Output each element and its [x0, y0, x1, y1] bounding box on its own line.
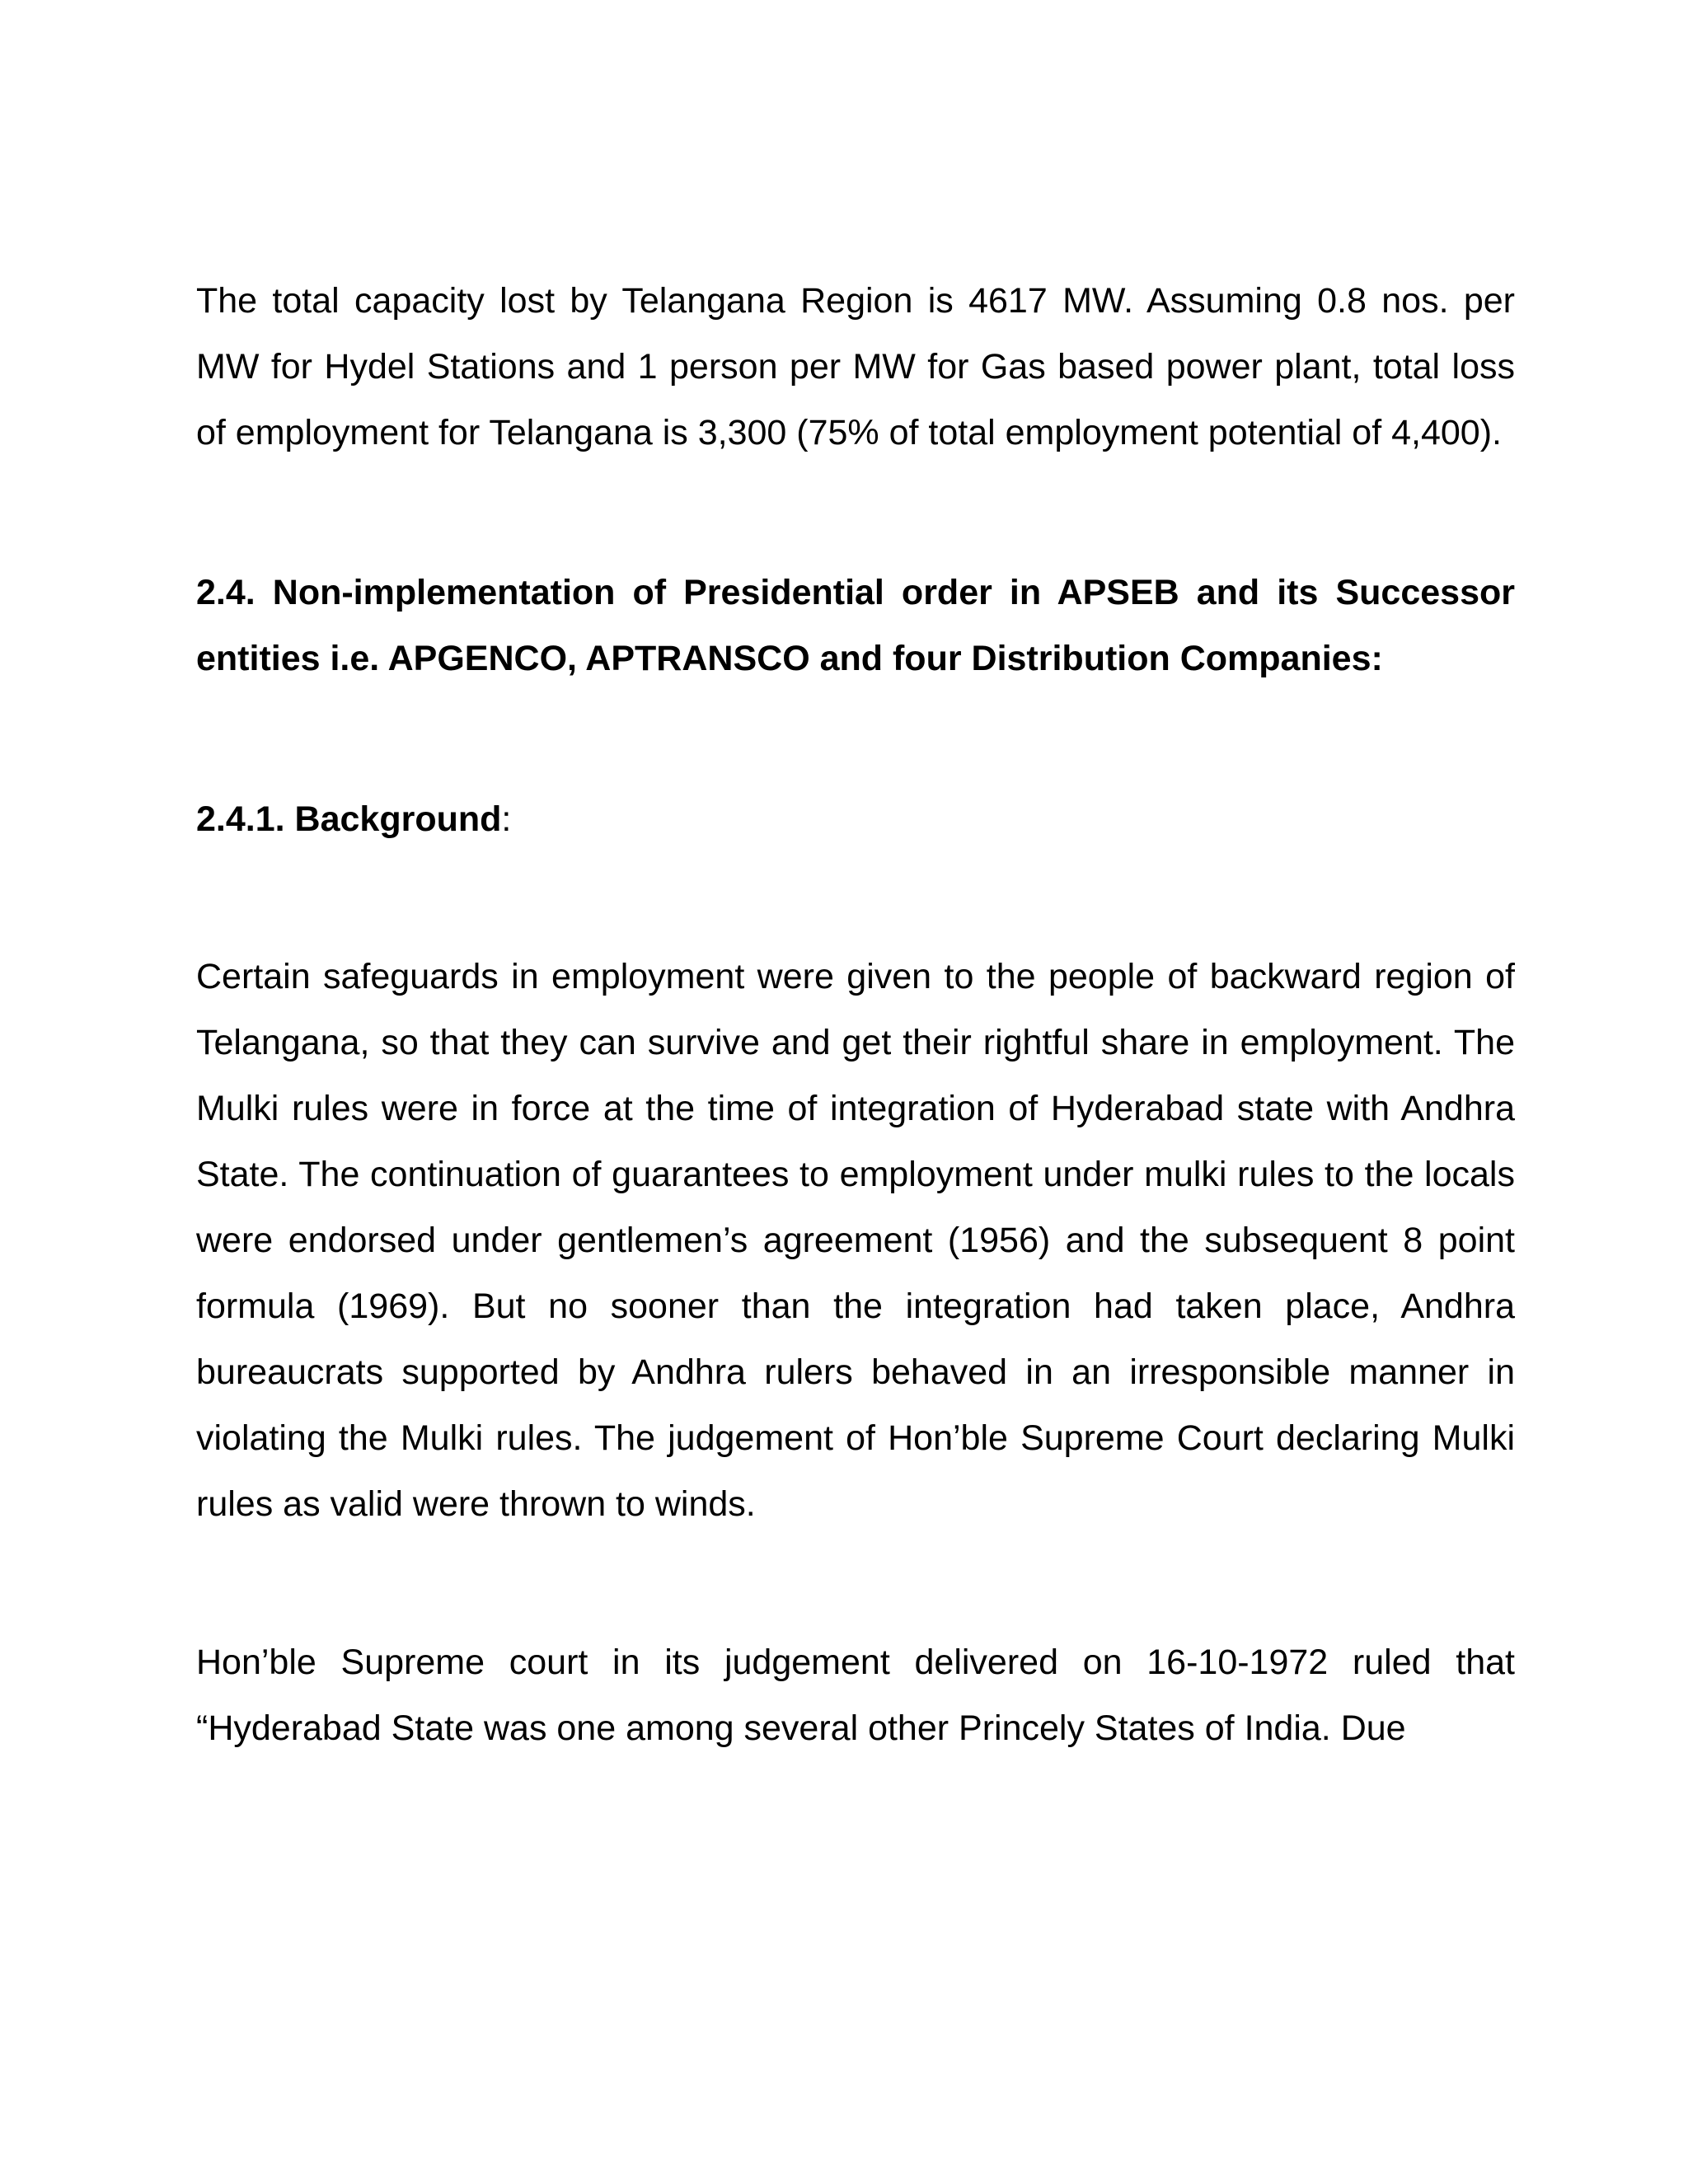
paragraph-capacity-loss: The total capacity lost by Telangana Region is 4617 MW. Assuming 0.8 nos. per MW for Hydel Stations and 1 person per MW for Gas based power plant, total loss of employment for Telangana is 3,300 (75% of total employment potential of 4,400).: [196, 281, 1515, 452]
subsection-title: 2.4.1. Background: [196, 799, 502, 839]
subsection-heading-2-4-1: [196, 786, 1515, 852]
paragraph-background: Certain safeguards in employment were given to the people of backward region of Telangana, so that they can survive and get their rightful share in employment. The Mulki rules were in force at the time of integration of Hyderabad state with Andhra State. The continuation of guarantees to employment under mulki rules to the locals were endorsed under gentlemen’s agreement (1956) and the subsequent 8 point formula (1969). But no sooner than the integration had taken place, Andhra bureaucrats supported by Andhra rulers behaved in an irresponsible manner in violating the Mulki rules. The judgement of Hon’ble Supreme Court declaring Mulki rules as valid were thrown to winds.: [196, 957, 1515, 1524]
subsection-colon: :: [501, 799, 512, 839]
section-heading-2-4: 2.4. Non-implementation of Presidential order in APSEB and its Successor entities i.e. APGENCO, APTRANSCO and four Distribution Companies:: [196, 573, 1515, 678]
paragraph-supreme-court: Hon’ble Supreme court in its judgement delivered on 16-10-1972 ruled that “Hyderabad State was one among several other Princely States of India. Due: [196, 1643, 1515, 1748]
document-page: [196, 268, 1515, 1761]
